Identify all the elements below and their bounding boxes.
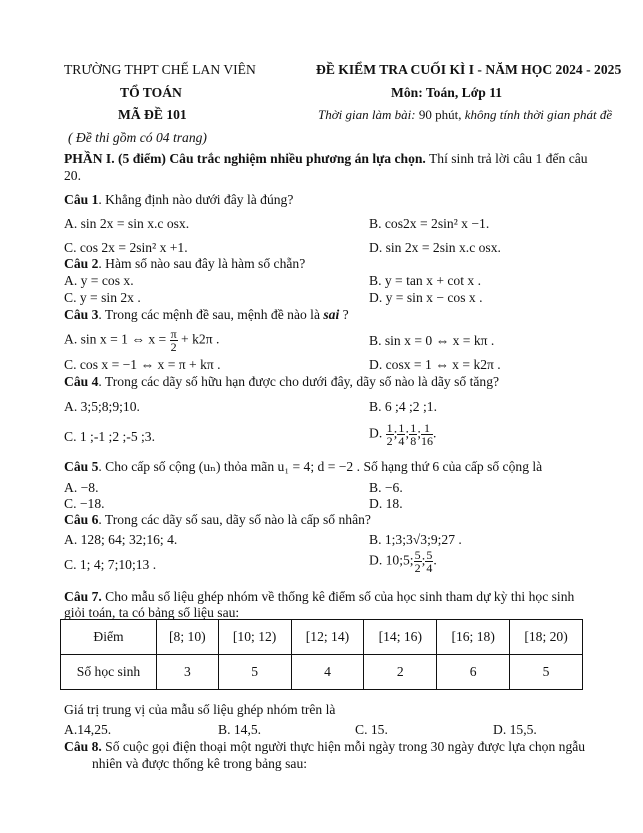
- q3-option-b: B. sin x = 0 ⇔ x = kπ .: [369, 333, 495, 348]
- q3-emphasis: sai: [323, 307, 340, 322]
- q4-option-d: D. $\frac{1}{2}$ ; $\frac{1}{4}$ ; $\frac{1}{8}$ ; $\frac{1}{16}$ .: [369, 421, 437, 448]
- q8-text: Số cuộc gọi điện thoại một người thực hiện mỗi ngày trong 30 ngày được lựa chọn ngẫu: [101, 739, 586, 754]
- q5-label: Câu 5: [64, 459, 99, 474]
- q3-a-num: π: [170, 327, 177, 341]
- q3-label: Câu 3: [64, 307, 99, 322]
- q6-d-num-2: 5: [426, 548, 433, 562]
- q5-option-d: D. 18.: [369, 496, 403, 511]
- q2-stem: [64, 256, 305, 272]
- q5-option-b: B. −6.: [369, 480, 403, 495]
- q6-label: Câu 6: [64, 512, 99, 527]
- time-line: [318, 107, 612, 123]
- q3-stem: [64, 307, 349, 323]
- q4-d-label: D.: [369, 425, 386, 441]
- part1-instruction: Thí sinh trả lời câu 1 đến câu: [425, 151, 588, 166]
- q6-option-d: D. 10;5; $\frac{5}{2}$ ; $\frac{5}{4}$ .: [369, 548, 437, 575]
- table-row-header: Số học sinh: [61, 655, 157, 690]
- q7-option-b: B. 14,5.: [218, 722, 262, 737]
- q4-d-den-3: 8: [410, 434, 417, 448]
- table-row: [61, 620, 583, 655]
- table-cell: 4: [291, 655, 364, 690]
- q6-option-c: C. 1; 4; 7;10;13 .: [64, 557, 157, 572]
- table-cell: [12; 14): [291, 620, 364, 655]
- q6-option-a: A. 128; 64; 32;16; 4.: [64, 532, 178, 547]
- q4-d-den-2: 4: [398, 434, 405, 448]
- part1-instruction-cont: 20.: [64, 168, 81, 183]
- q2-option-c: C. y = sin 2x .: [64, 290, 141, 305]
- q1-text: . Khẳng định nào dưới đây là đúng?: [98, 192, 294, 207]
- q6-text: . Trong các dãy số sau, dãy số nào là cấp số nhân?: [98, 512, 371, 527]
- table-cell: 6: [437, 655, 510, 690]
- q6-stem: [64, 512, 371, 528]
- q6-d-num-1: 5: [414, 548, 421, 562]
- q6-d-post: .: [433, 552, 437, 568]
- q4-d-den-1: 2: [386, 434, 393, 448]
- q1-option-a: A. sin 2x = sin x.c osx.: [64, 216, 190, 231]
- time-value: 90 phút,: [418, 107, 465, 122]
- q4-text: . Trong các dãy số hữu hạn được cho dưới đây, dãy số nào là dãy số tăng?: [98, 374, 500, 389]
- q4-label: Câu 4: [64, 374, 99, 389]
- q3-a-den: 2: [170, 340, 177, 354]
- q3-option-a: [64, 328, 219, 353]
- q6-option-b: B. 1;3;3√3;9;27 .: [369, 532, 462, 547]
- table-cell: 2: [364, 655, 437, 690]
- q2-option-b: B. y = tan x + cot x .: [369, 273, 481, 288]
- q4-d-den-4: 16: [420, 434, 433, 448]
- table-cell: [8; 10): [157, 620, 219, 655]
- q4-d-num-4: 1: [421, 422, 433, 435]
- q7-option-d: D. 15,5.: [493, 722, 537, 737]
- q5-option-c: C. −18.: [64, 496, 105, 511]
- q5-text-post: . Số hạng thứ 6 của cấp số cộng là: [356, 459, 543, 474]
- time-suffix: không tính thời gian phát đề: [464, 107, 613, 122]
- table-cell: 3: [157, 655, 219, 690]
- q3-a-post: + k2π .: [177, 331, 220, 347]
- q1-stem: [64, 192, 293, 208]
- q4-d-frac-1: [386, 422, 394, 447]
- q8-stem-cont: nhiên và được thống kê trong bảng sau:: [92, 756, 308, 771]
- q2-option-a: A. y = cos x.: [64, 273, 134, 288]
- q1-label: Câu 1: [64, 192, 99, 207]
- q7-question: Giá trị trung vị của mẫu số liệu ghép nhóm trên là: [64, 702, 336, 717]
- part1-title: PHẦN I. (5 điểm) Câu trắc nghiệm nhiều phương án lựa chọn.: [64, 151, 426, 166]
- q3-text-end: ?: [339, 307, 349, 322]
- q4-d-frac-2: [397, 422, 405, 447]
- subject: Môn: Toán, Lớp 11: [391, 85, 503, 100]
- exam-title: ĐỀ KIỂM TRA CUỐI KÌ I - NĂM HỌC 2024 - 2025: [316, 62, 622, 77]
- q6-d-den-2: 4: [426, 561, 433, 575]
- exam-code: MÃ ĐỀ 101: [118, 107, 187, 122]
- table-cell: [16; 18): [437, 620, 510, 655]
- q1-option-c: C. cos 2x = 2sin² x +1.: [64, 240, 188, 255]
- table-cell: [10; 12): [218, 620, 291, 655]
- q3-option-d: D. cosx = 1 ⇔ x = k2π .: [369, 357, 501, 372]
- table-row: [61, 655, 583, 690]
- school-name: TRƯỜNG THPT CHẾ LAN VIÊN: [64, 62, 256, 77]
- score-table: [60, 619, 583, 690]
- q4-stem: [64, 374, 499, 390]
- q2-option-d: D. y = sin x − cos x .: [369, 290, 483, 305]
- table-cell: [18; 20): [510, 620, 583, 655]
- table-cell: 5: [218, 655, 291, 690]
- q4-d-num-1: 1: [386, 421, 393, 435]
- q4-option-a: A. 3;5;8;9;10.: [64, 399, 140, 414]
- q3-a-fraction: [170, 328, 178, 353]
- q2-label: Câu 2: [64, 256, 99, 271]
- q4-option-c: C. 1 ;-1 ;2 ;-5 ;3.: [64, 429, 156, 444]
- table-cell: 5: [510, 655, 583, 690]
- q7-option-a: A.14,25.: [64, 722, 112, 737]
- q8-label: Câu 8.: [64, 739, 102, 754]
- q5-stem: [64, 459, 542, 475]
- q3-a-pre: A. sin x = 1 ⇔ x =: [64, 331, 170, 347]
- q5-text-pre: . Cho cấp số cộng (uₙ) thỏa mãn u₁ = 4; d = −2: [98, 459, 357, 474]
- q6-d-pre: D. 10;5;: [369, 552, 414, 568]
- department: TỔ TOÁN: [120, 85, 182, 100]
- q7-option-c: C. 15.: [355, 722, 388, 737]
- q3-text: . Trong các mệnh đề sau, mệnh đề nào là: [98, 307, 324, 322]
- table-cell: [14; 16): [364, 620, 437, 655]
- q6-d-frac-1: [414, 549, 422, 574]
- q5-option-a: A. −8.: [64, 480, 99, 495]
- q7-label: Câu 7.: [64, 589, 102, 604]
- q8-stem: [64, 739, 585, 755]
- q4-option-b: B. 6 ;4 ;2 ;1.: [369, 399, 437, 414]
- q3-option-c: C. cos x = −1 ⇔ x = π + kπ .: [64, 357, 221, 372]
- q7-stem-cont: giỏi toán, ta có bảng số liệu sau:: [64, 605, 240, 620]
- q2-text: . Hàm số nào sau đây là hàm số chẵn?: [98, 256, 306, 271]
- q1-option-b: B. cos2x = 2sin² x −1.: [369, 216, 490, 231]
- part1-heading: [64, 151, 588, 167]
- q4-d-num-2: 1: [398, 421, 405, 435]
- q1-option-d: D. sin 2x = 2sin x.c osx.: [369, 240, 501, 255]
- time-prefix: Thời gian làm bài:: [318, 107, 419, 122]
- q7-text: Cho mẫu số liệu ghép nhóm về thống kê điểm số của học sinh tham dự kỳ thi học sinh: [101, 589, 575, 604]
- q7-stem: [64, 589, 574, 605]
- q4-d-num-3: 1: [410, 421, 417, 435]
- table-row-header: Điểm: [61, 620, 157, 655]
- q6-d-den-1: 2: [414, 561, 421, 575]
- q4-d-frac-3: [409, 422, 417, 447]
- pages-note: ( Đề thi gồm có 04 trang): [68, 130, 207, 145]
- q4-d-frac-4: [421, 422, 433, 447]
